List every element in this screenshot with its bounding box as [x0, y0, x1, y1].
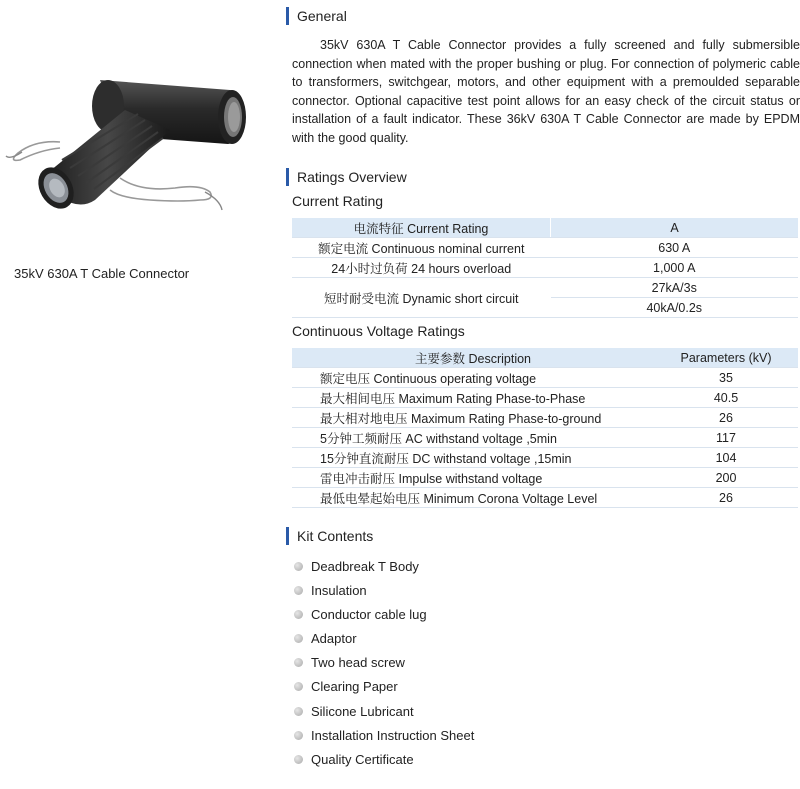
list-item [294, 558, 474, 582]
row-value: 27kA/3s [551, 278, 799, 298]
list-item-label: Installation Instruction Sheet [311, 727, 475, 743]
header-cell: A [551, 218, 799, 238]
table-row [292, 468, 798, 488]
product-panel [0, 0, 270, 789]
bullet-icon [294, 731, 303, 740]
row-value: 40kA/0.2s [551, 298, 799, 318]
row-label: 雷电冲击耐压 Impulse withstand voltage [292, 468, 654, 488]
product-caption: 35kV 630A T Cable Connector [14, 266, 190, 281]
kit-contents-list [294, 558, 474, 775]
header-cell: 电流特征 Current Rating [292, 218, 551, 238]
row-label: 最大相对地电压 Maximum Rating Phase-to-ground [292, 408, 654, 428]
voltage-rating-title: Continuous Voltage Ratings [292, 323, 465, 339]
bullet-icon [294, 658, 303, 667]
general-heading: General [286, 7, 347, 25]
list-item-label: Conductor cable lug [311, 607, 427, 623]
table-row [292, 238, 798, 258]
row-label: 额定电压 Continuous operating voltage [292, 368, 654, 388]
table-row [292, 428, 798, 448]
row-value: 117 [654, 428, 798, 448]
bullet-icon [294, 707, 303, 716]
row-label: 额定电流 Continuous nominal current [292, 238, 551, 258]
row-label: 最低电晕起始电压 Minimum Corona Voltage Level [292, 488, 654, 508]
voltage-rating-table [292, 348, 798, 508]
list-item-label: Adaptor [311, 631, 357, 647]
bullet-icon [294, 562, 303, 571]
row-value: 40.5 [654, 388, 798, 408]
list-item-label: Clearing Paper [311, 679, 398, 695]
general-description: 35kV 630A T Cable Connector provides a fully screened and fully submersible connection when mated with the proper bushing or plug. For connection of polymeric cable to transformers, switchgear, motors, and other equipment with a premoulded separable connector. Optional capacitive test point allows for an easy check of the circuit status or installation of a fault indicator. These 36kV 630A T Cable Connector are made by EPDM with the good quality. [292, 38, 800, 145]
table-row [292, 368, 798, 388]
row-value: 104 [654, 448, 798, 468]
bullet-icon [294, 586, 303, 595]
list-item [294, 654, 474, 678]
table-row [292, 278, 798, 298]
header-cell: 主要参数 Description [292, 348, 654, 368]
row-label: 24小时过负荷 24 hours overload [292, 258, 551, 278]
ratings-heading: Ratings Overview [286, 168, 407, 186]
list-item-label: Two head screw [311, 655, 405, 671]
row-label: 最大相间电压 Maximum Rating Phase-to-Phase [292, 388, 654, 408]
row-value: 1,000 A [551, 258, 799, 278]
list-item-label: Deadbreak T Body [311, 559, 419, 574]
bullet-icon [294, 755, 303, 764]
header-cell: Parameters (kV) [654, 348, 798, 368]
row-label: 5分钟工频耐压 AC withstand voltage ,5min [292, 428, 654, 448]
row-value: 35 [654, 368, 798, 388]
list-item-label: Insulation [311, 583, 367, 599]
bullet-icon [294, 634, 303, 643]
table-row [292, 448, 798, 468]
table-row [292, 488, 798, 508]
table-row [292, 258, 798, 278]
list-item [294, 606, 474, 630]
row-value: 26 [654, 408, 798, 428]
row-value: 26 [654, 488, 798, 508]
current-rating-table [292, 218, 798, 318]
row-value: 200 [654, 468, 798, 488]
row-label: 短时耐受电流 Dynamic short circuit [292, 278, 551, 318]
list-item [294, 727, 474, 751]
t-cable-connector-image [0, 50, 260, 220]
list-item [294, 582, 474, 606]
list-item [294, 678, 474, 702]
bullet-icon [294, 682, 303, 691]
list-item-label: Silicone Lubricant [311, 703, 414, 719]
row-label: 15分钟直流耐压 DC withstand voltage ,15min [292, 448, 654, 468]
list-item [294, 630, 474, 654]
list-item [294, 703, 474, 727]
current-rating-title: Current Rating [292, 193, 384, 209]
table-row [292, 408, 798, 428]
table-row [292, 388, 798, 408]
table-header-row [292, 218, 798, 238]
kit-heading: Kit Contents [286, 527, 373, 545]
list-item [294, 751, 474, 775]
row-value: 630 A [551, 238, 799, 258]
table-header-row [292, 348, 798, 368]
list-item-label: Quality Certificate [311, 751, 414, 767]
bullet-icon [294, 610, 303, 619]
